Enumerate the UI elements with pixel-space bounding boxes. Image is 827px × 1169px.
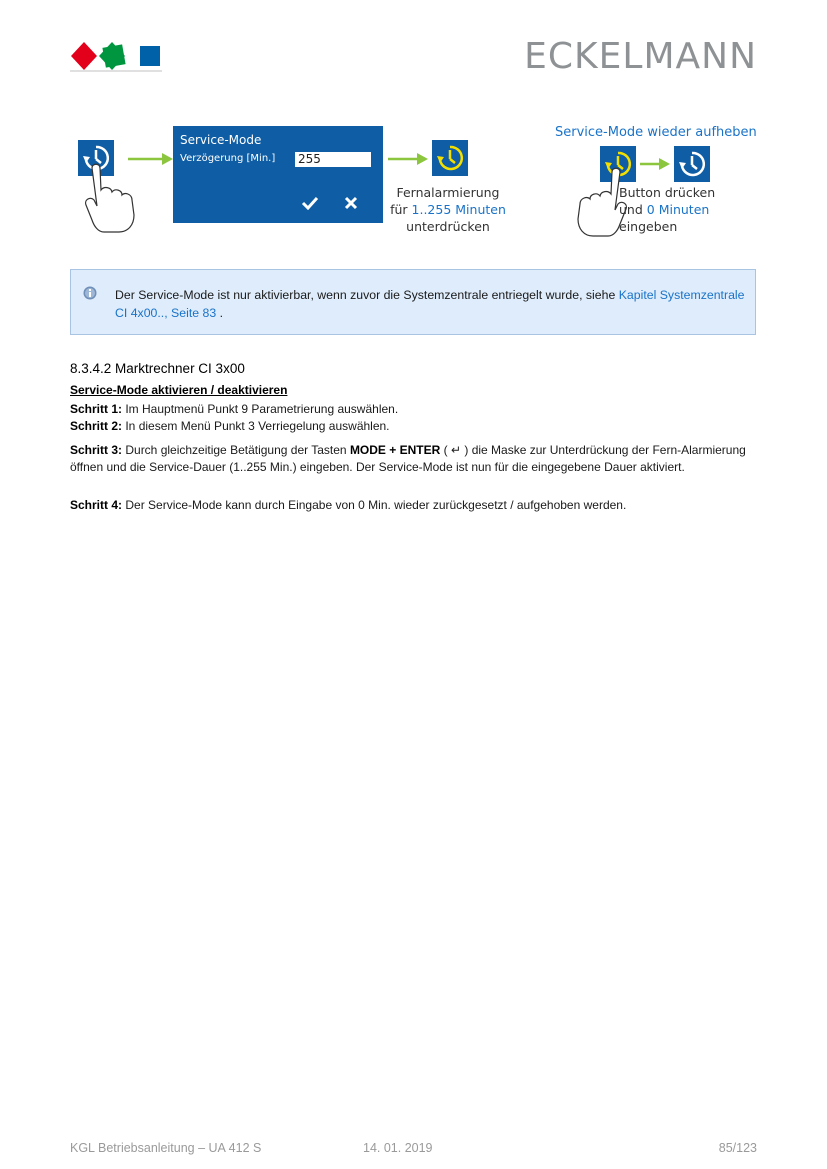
clock-active-icon <box>432 140 468 176</box>
arrow-right-icon <box>388 152 428 166</box>
caption-reset-title: Service-Mode wieder aufheben <box>555 125 757 140</box>
section-subheading: Service-Mode aktivieren / deaktivieren <box>70 383 288 397</box>
chapter-link[interactable]: Kapitel Systemzentrale CI 4x00.., Seite 83 <box>115 288 745 320</box>
close-icon <box>344 196 358 210</box>
delay-input: 255 <box>295 152 371 167</box>
clock-reset-icon <box>674 146 710 182</box>
step-1: Schritt 1: Im Hauptmenü Punkt 9 Parametrierung auswählen. <box>70 402 399 416</box>
note-text: Der Service-Mode ist nur aktivierbar, wenn zuvor die Systemzentrale entriegelt wurde, siehe Kapitel Systemzentrale CI 4x00.., Seite 83 . <box>115 288 745 320</box>
service-mode-dialog <box>173 126 383 223</box>
info-icon <box>83 286 97 300</box>
info-note <box>70 269 756 335</box>
step-4: Schritt 4: Der Service-Mode kann durch Eingabe von 0 Min. wieder zurückgesetzt / aufgehoben werden. <box>70 498 627 512</box>
step-3: Schritt 3: Durch gleichzeitige Betätigung der Tasten MODE + ENTER ( ↵ ) die Maske zur Unterdrückung der Fern-Alarmierung öffnen und die Service-Dauer (1..255 Min.) eingeben. Der Service-Mode ist nun für die eingegebene Dauer aktiviert. <box>70 443 746 474</box>
pointing-hand-icon <box>84 160 154 235</box>
footer-page: 85/123 <box>718 1141 757 1155</box>
brand-wordmark: ECKELMANN <box>524 36 757 77</box>
caption-reset: Button drücken und 0 Minuten eingeben <box>619 185 716 234</box>
eckelmann-logo-squares <box>70 40 162 72</box>
footer-left: KGL Betriebsanleitung – UA 412 S <box>70 1141 262 1155</box>
section-heading: 8.3.4.2 Marktrechner CI 3x00 <box>70 361 245 376</box>
check-icon <box>301 196 319 210</box>
dialog-title: Service-Mode <box>180 133 262 147</box>
pointing-hand-icon <box>558 164 628 239</box>
caption-suppress: Fernalarmierung für 1..255 Minuten unterdrücken <box>390 185 506 234</box>
enter-key-icon: ↵ <box>450 443 462 457</box>
step-2: Schritt 2: In diesem Menü Punkt 3 Verriegelung auswählen. <box>70 419 390 433</box>
arrow-right-icon <box>640 157 670 171</box>
footer-date: 14. 01. 2019 <box>363 1141 433 1155</box>
arrow-right-icon <box>128 152 173 166</box>
delay-label: Verzögerung [Min.] <box>180 153 276 164</box>
